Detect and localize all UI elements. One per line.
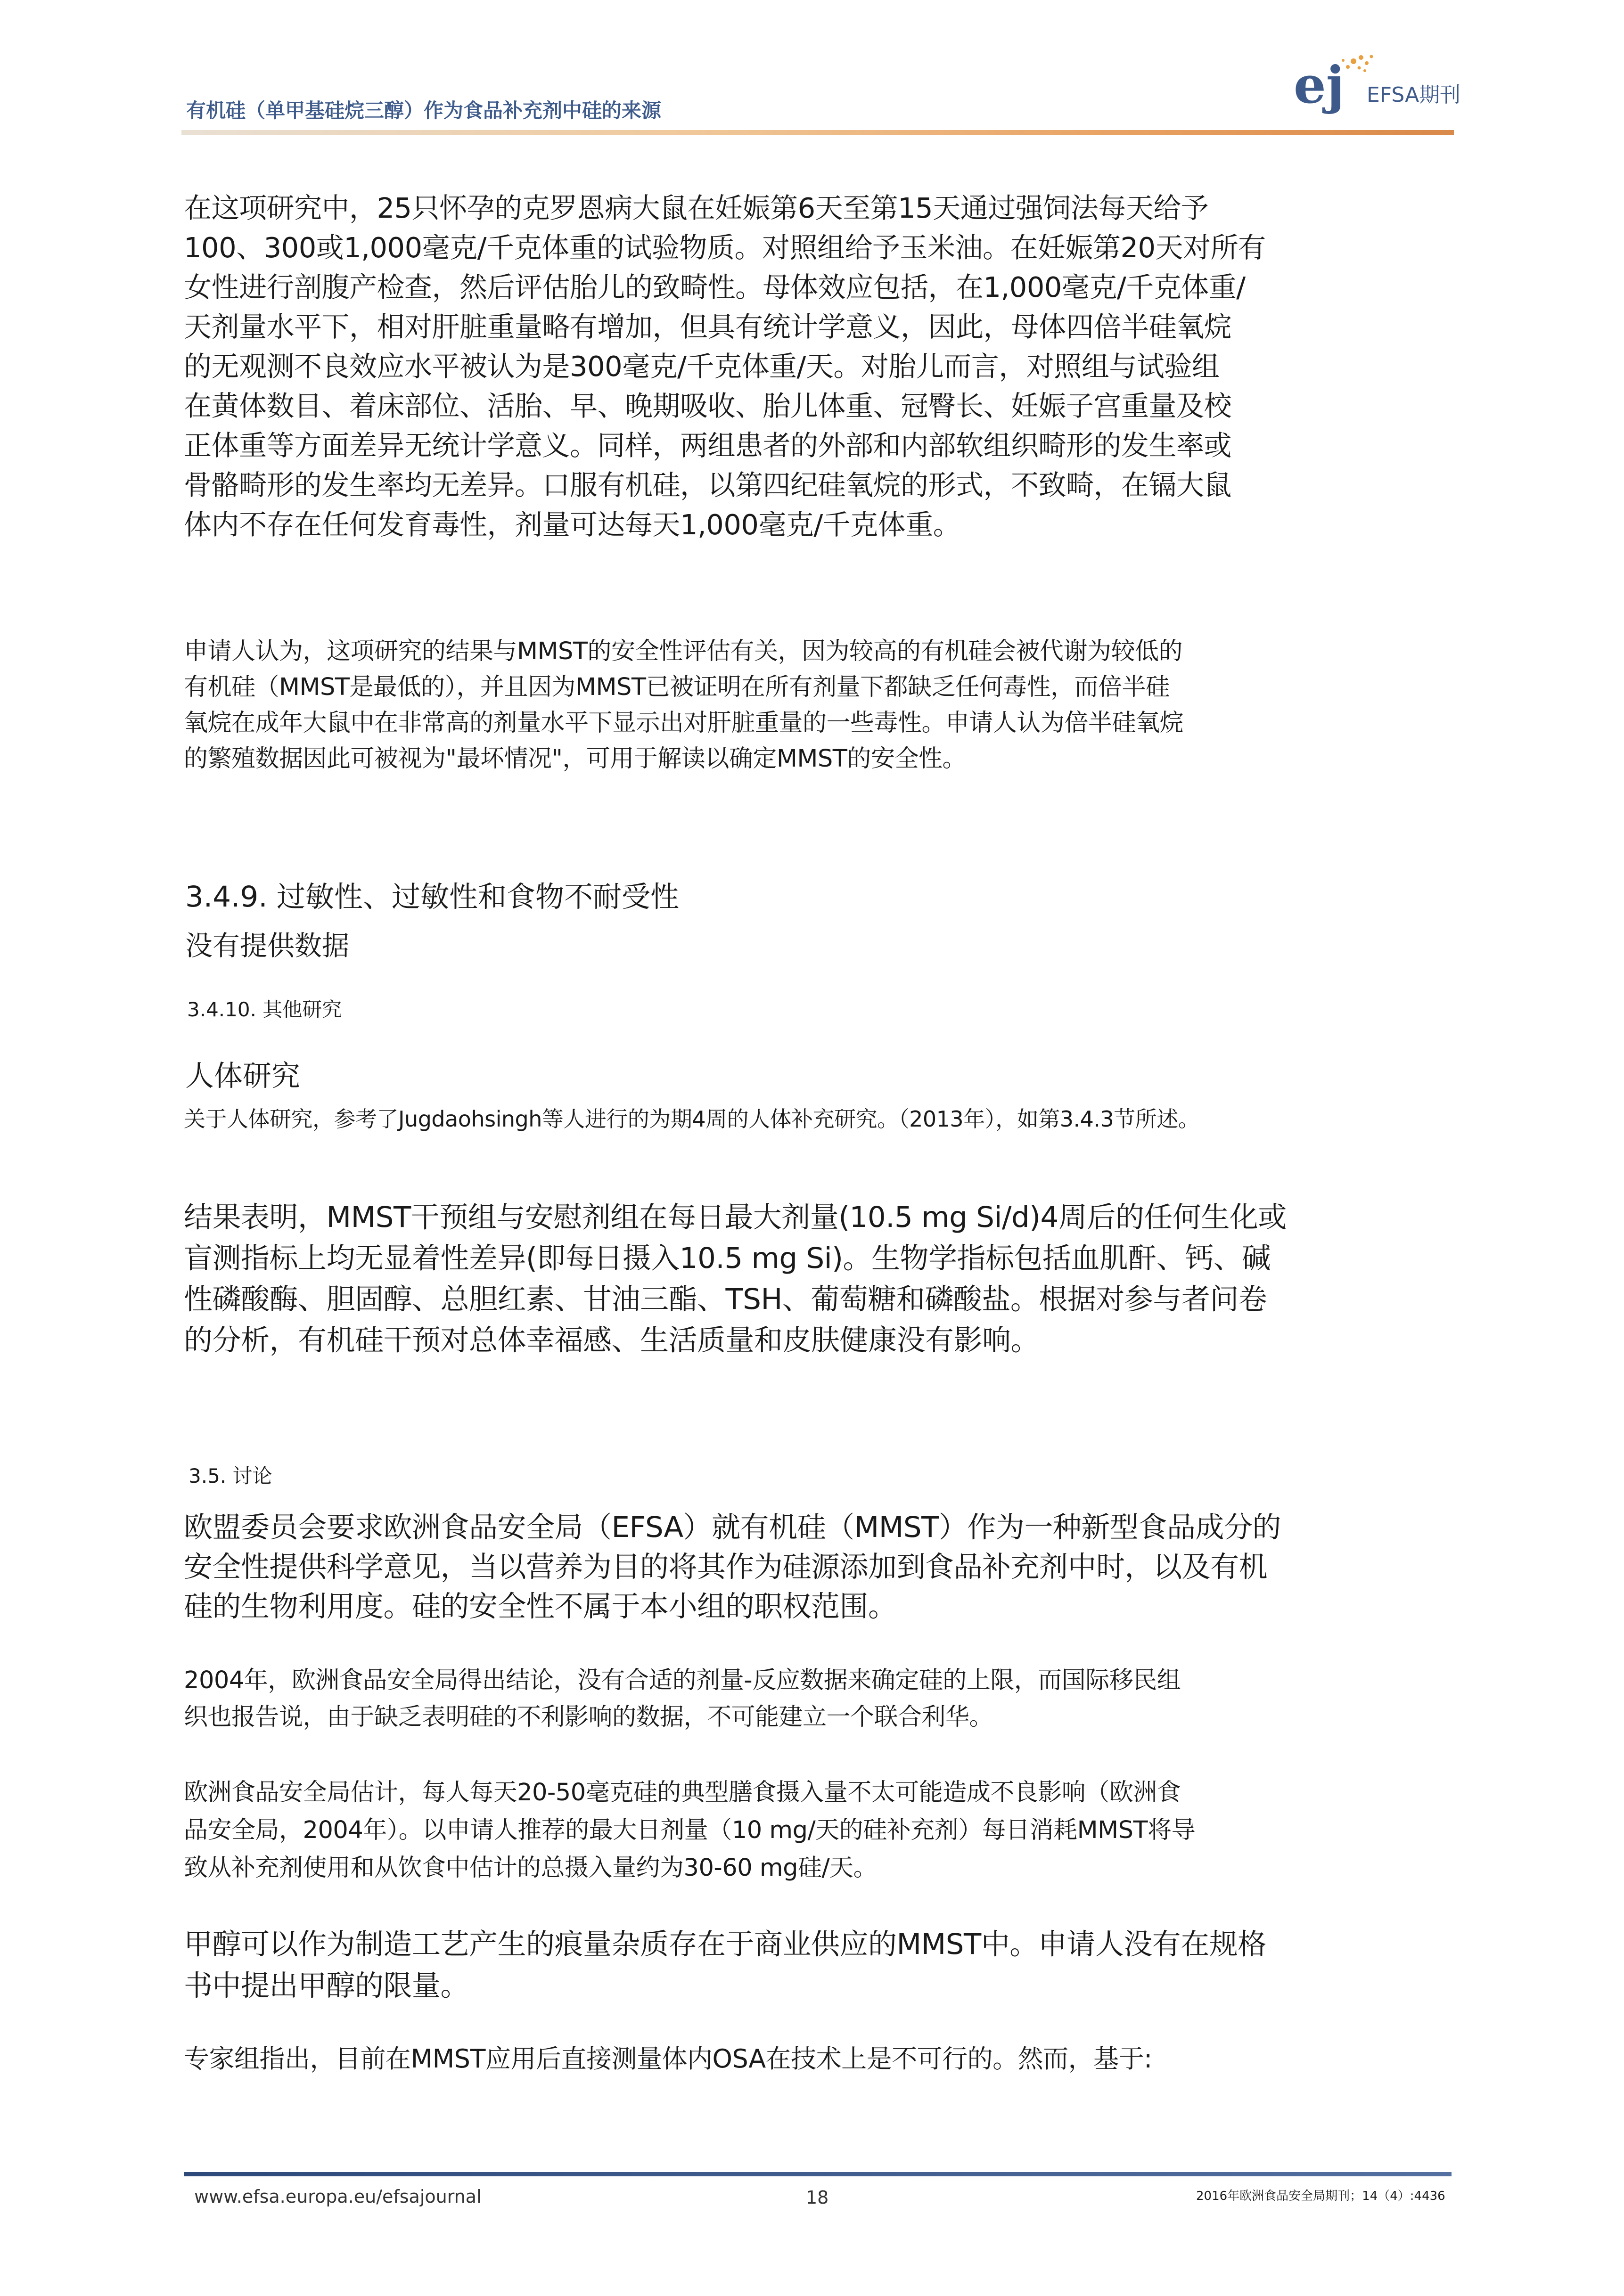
paragraph-discussion-5: 专家组指出，目前在MMST应用后直接测量体内OSA在技术上是不可行的。然而，基于: (184, 2044, 1152, 2074)
no-data-text: 没有提供数据 (185, 930, 350, 962)
section-heading-allergy: 3.4.9. 过敏性、过敏性和食物不耐受性 (185, 880, 679, 914)
paragraph-study: 在这项研究中，25只怀孕的克罗恩病大鼠在妊娠第6天至第15天通过强饲法每天给予 100、300或1,000毫克/千克体重的试验物质。对照组给予玉米油。在妊娠第20天对所有 女性进行剖腹产检查，然后评估胎儿的致畸性。母体效应包括，在1,000毫克/千克体重/ 天剂量水平下，相对肝脏重量略有增加，但具有统计学意义，因此，母体四倍半硅氧烷 的无观测不良效应水平被认为是300毫克/千克体重/天。对胎儿而言，对照组与试验组 在黄体数目、着床部位、活胎、早、晚期吸收、胎儿体重、冠臀长、妊娠子宫重量及校 正体重等方面差异无统计学意义。同样，两组患者的外部和内部软组织畸形的发生率或 骨骼畸形的发生率均无差异。口服有机硅，以第四纪硅氧烷的形式，不致畸，在镉大鼠 体内不存在任何发育毒性，剂量可达每天1,000毫克/千克体重。 (184, 192, 1266, 541)
page-number: 18 (806, 2187, 829, 2208)
document-title: 有机硅（单甲基硅烷三醇）作为食品补充剂中硅的来源 (186, 99, 662, 122)
section-heading-discussion: 3.5. 讨论 (189, 1464, 272, 1487)
subheading-human-studies: 人体研究 (185, 1059, 301, 1093)
footer-divider (184, 2172, 1452, 2176)
logo-letters: ej (1294, 56, 1345, 115)
header-divider (181, 130, 1454, 135)
journal-name: EFSA期刊 (1367, 83, 1461, 107)
journal-citation: 2016年欧洲食品安全局期刊；14（4）:4436 (1196, 2189, 1445, 2203)
footer-url-link[interactable]: www.efsa.europa.eu/efsajournal (194, 2186, 482, 2207)
paragraph-applicant: 申请人认为，这项研究的结果与MMST的安全性评估有关，因为较高的有机硅会被代谢为较低的 有机硅（MMST是最低的），并且因为MMST已被证明在所有剂量下都缺乏任何毒性，而倍半硅 氧烷在成年大鼠中在非常高的剂量水平下显示出对肝脏重量的一些毒性。申请人认为倍半硅氧烷 的繁殖数据因此可被视为"最坏情况"，可用于解读以确定MMST的安全性。 (184, 637, 1184, 773)
paragraph-results: 结果表明，MMST干预组与安慰剂组在每日最大剂量(10.5 mg Si/d)4周后的任何生化或 盲测指标上均无显着性差异(即每日摄入10.5 mg Si)。生物学指标包括血肌酐、钙、碱 性磷酸酶、胆固醇、总胆红素、甘油三酯、TSH、葡萄糖和磷酸盐。根据对参与者问卷 的分析，有机硅干预对总体幸福感、生活质量和皮肤健康没有影响。 (184, 1201, 1287, 1357)
paragraph-human-reference: 关于人体研究，参考了Jugdaohsingh等人进行的为期4周的人体补充研究。（2013年），如第3.4.3节所述。 (184, 1106, 1200, 1132)
paragraph-discussion-1: 欧盟委员会要求欧洲食品安全局（EFSA）就有机硅（MMST）作为一种新型食品成分的 安全性提供科学意见，当以营养为目的将其作为硅源添加到食品补充剂中时，以及有机 硅的生物利用度。硅的安全性不属于本小组的职权范围。 (184, 1511, 1281, 1623)
paragraph-discussion-2: 2004年，欧洲食品安全局得出结论，没有合适的剂量-反应数据来确定硅的上限，而国际移民组 织也报告说，由于缺乏表明硅的不利影响的数据，不可能建立一个联合利华。 (184, 1667, 1181, 1731)
section-heading-other-studies: 3.4.10. 其他研究 (187, 998, 342, 1021)
paragraph-discussion-4: 甲醇可以作为制造工艺产生的痕量杂质存在于商业供应的MMST中。申请人没有在规格 书中提出甲醇的限量。 (184, 1928, 1266, 2002)
paragraph-discussion-3: 欧洲食品安全局估计，每人每天20-50毫克硅的典型膳食摄入量不太可能造成不良影响（欧洲食 品安全局，2004年）。以申请人推荐的最大日剂量（10 mg/天的硅补充剂）每日消耗MMST将导 致从补充剂使用和从饮食中估计的总摄入量约为30-60 mg硅/天。 (184, 1779, 1196, 1882)
